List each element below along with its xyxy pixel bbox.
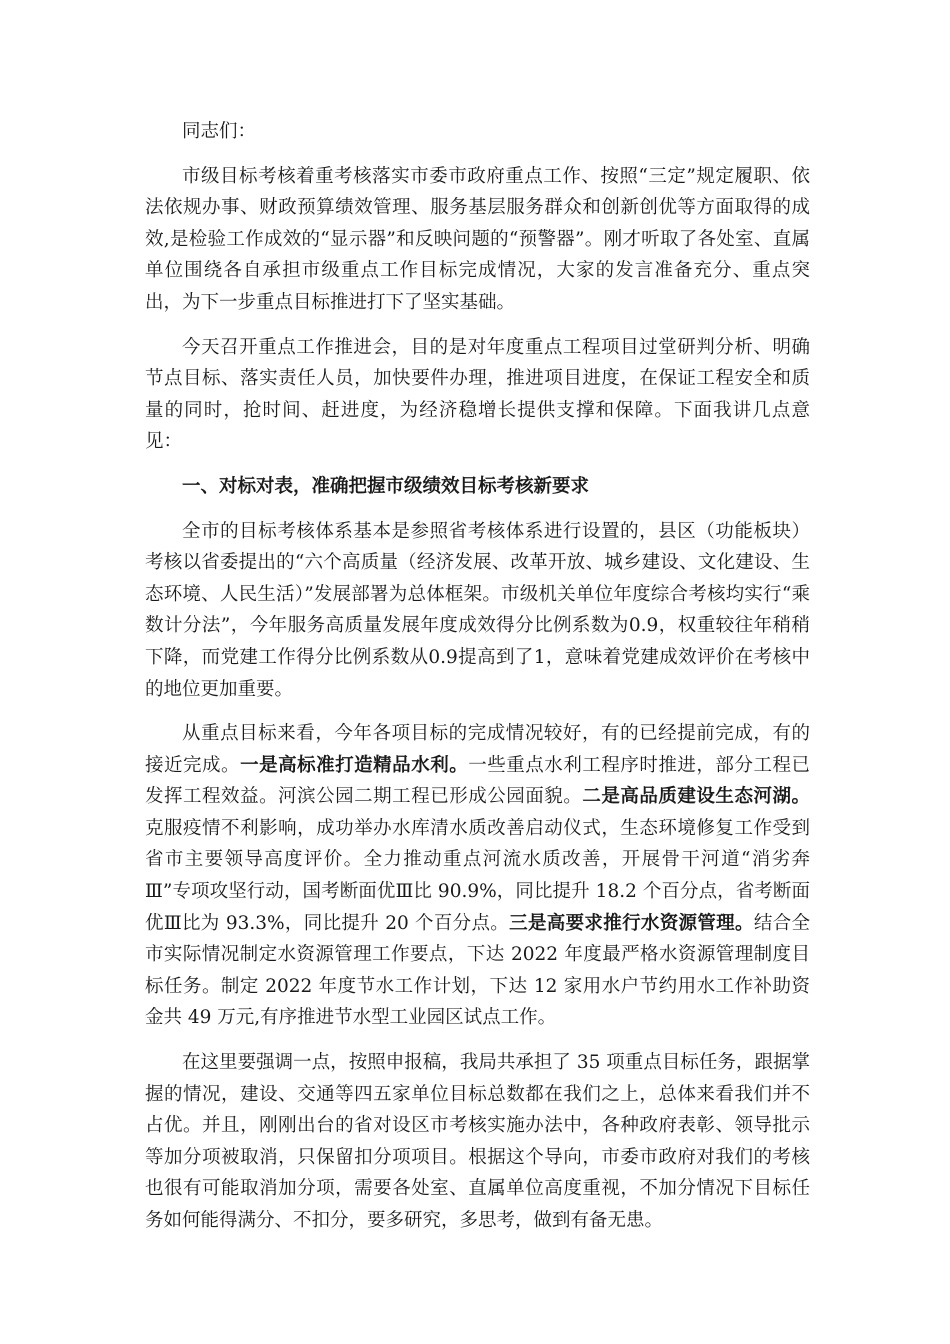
section-1-paragraph-2 [145, 718, 810, 1034]
key-point-1: 一是高标准打造精品水利。 [240, 754, 469, 776]
section-1-heading: 一、对标对表，准确把握市级绩效目标考核新要求 [182, 475, 590, 497]
intro-paragraph-1: 市级目标考核着重考核落实市委市政府重点工作、按照“三定”规定履职、依法依规办事、财政预算绩效管理、服务基层服务群众和创新创优等方面取得的成效,是检验工作成效的“显示器”和反映问题的“预警器”。刚才听取了各处室、直属单位围绕各自承担市级重点工作目标完成情况，大家的发言准备充分、重点突出，为下一步重点目标推进打下了坚实基础。 [145, 165, 810, 313]
key-point-2: 二是高品质建设生态河湖。 [582, 786, 810, 808]
intro-paragraph-2: 今天召开重点工作推进会，目的是对年度重点工程项目过堂研判分析、明确节点目标、落实责任人员，加快要件办理，推进项目进度，在保证工程安全和质量的同时，抢时间、赶进度，为经济稳增长提供支撑和保障。下面我讲几点意见： [145, 336, 810, 453]
paragraph-text: 从重点目标来看，今年各项目标的完成情况较好，有的已经提前完成，有的接近完成。 [145, 723, 810, 776]
section-1-paragraph-1: 全市的目标考核体系基本是参照省考核体系进行设置的，县区（功能板块）考核以省委提出的“六个高质量（经济发展、改革开放、城乡建设、文化建设、生态环境、人民生活）”发展部署为总体框架。市级机关单位年度综合考核均实行“乘数计分法”，今年服务高质量发展年度成效得分比例系数为0.9，权重较往年稍稍下降，而党建工作得分比例系数从0.9提高到了1，意味着党建成效评价在考核中的地位更加重要。 [145, 520, 810, 700]
section-1-paragraph-3: 在这里要强调一点，按照申报稿，我局共承担了 35 项重点目标任务，跟据掌握的情况，建设、交通等四五家单位目标总数都在我们之上，总体来看我们并不占优。并且，刚刚出台的省对设区市考核实施办法中，各种政府表彰、领导批示等加分项被取消，只保留扣分项项目。根据这个导向，市委市政府对我们的考核也很有可能取消加分项，需要各处室、直属单位高度重视，不加分情况下目标任务如何能得满分、不扣分，要多研究，多思考，做到有备无患。 [145, 1052, 810, 1231]
paragraph-text: 结合全市实际情况制定水资源管理工作要点，下达 2022 年度最严格水资源管理制度目标任务。制定 2022 年度节水工作计划，下达 12 家用水户节约用水工作补助资金共 49 万元,有序推进节水型工业园区试点工作。 [145, 912, 810, 1029]
document-body [145, 116, 810, 1250]
paragraph-text: 一些重点水利工程序时推进，部分工程已发挥工程效益。河滨公园二期工程已形成公园面貌。 [145, 754, 810, 808]
paragraph-text: 克服疫情不利影响，成功举办水库清水质改善启动仪式，生态环境修复工作受到省市主要领导高度评价。全力推动重点河流水质改善，开展骨干河道“消劣奔Ⅲ”专项攻坚行动，国考断面优Ⅲ比 90.9%，同比提升 18.2 个百分点，省考断面优Ⅲ比为 93.3%，同比提升 20 个百分点。 [145, 817, 810, 934]
salutation: 同志们： [182, 121, 257, 142]
key-point-3: 三是高要求推行水资源管理。 [509, 912, 754, 934]
